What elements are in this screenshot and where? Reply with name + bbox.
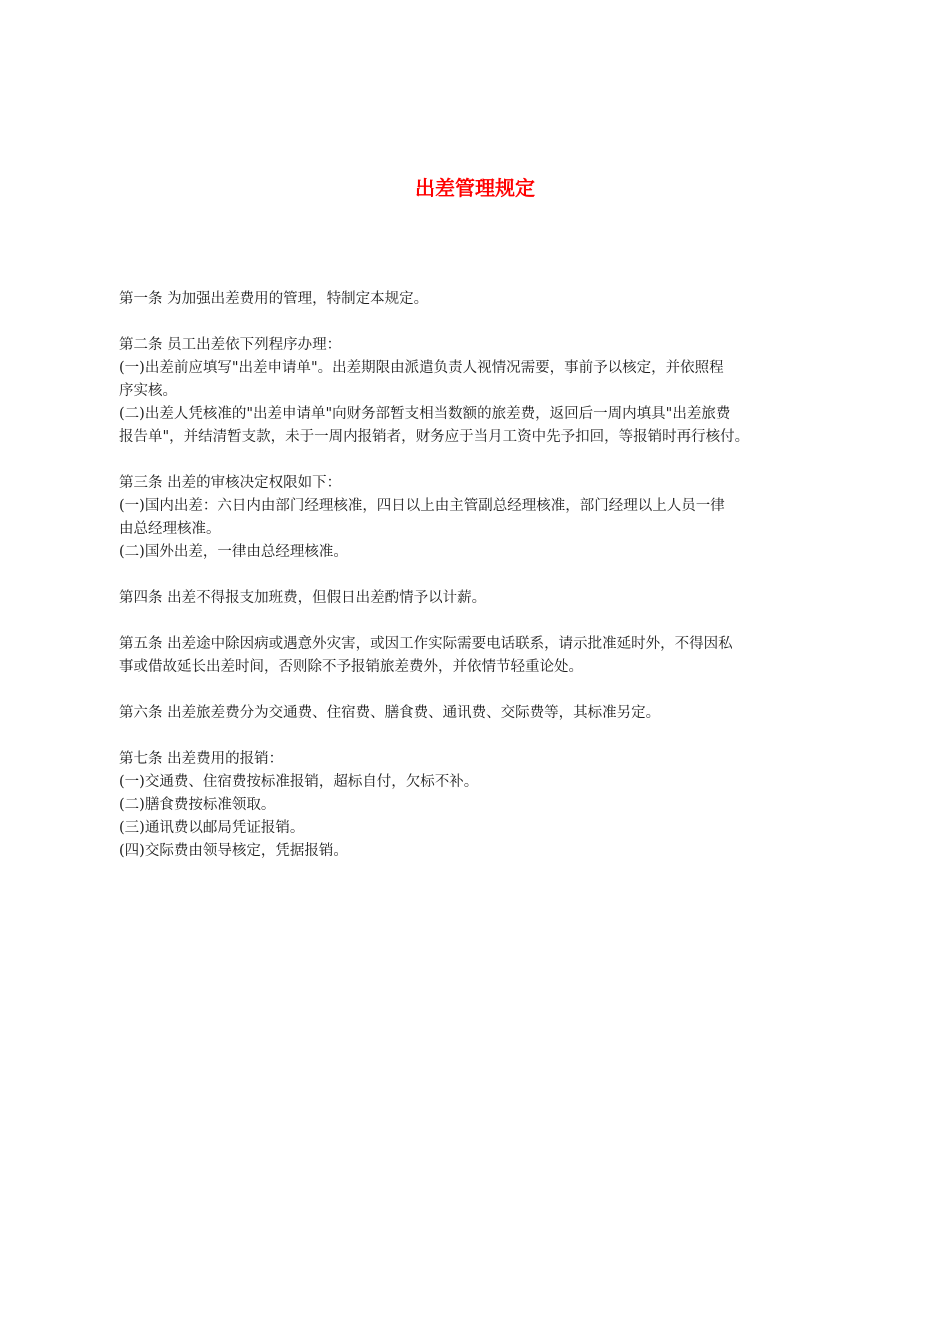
article-1 [119,288,859,311]
article-line: 报告单"，并结清暂支款，未于一周内报销者，财务应于当月工资中先予扣回，等报销时再行核付。 [119,429,750,445]
article-line: 第七条 出差费用的报销： [119,751,284,767]
article-line: 序实核。 [119,383,177,399]
article-line: 第六条 出差旅差费分为交通费、住宿费、膳食费、通讯费、交际费等，其标准另定。 [119,705,661,721]
article-line: 第一条 为加强出差费用的管理，特制定本规定。 [119,291,429,307]
article-line: (四)交际费由领导核定，凭据报销。 [119,843,348,859]
document-title: 出差管理规定 [415,176,535,200]
article-line: 第四条 出差不得报支加班费，但假日出差酌情予以计薪。 [119,590,487,606]
article-line: (一)交通费、住宿费按标准报销，超标自付，欠标不补。 [119,774,479,790]
article-6 [119,702,859,725]
article-line: 第二条 员工出差依下列程序办理： [119,337,342,353]
article-line: 由总经理核准。 [119,521,221,537]
article-line: (二)国外出差，一律由总经理核准。 [119,544,348,560]
article-line: 事或借故延长出差时间，否则除不予报销旅差费外，并依情节轻重论处。 [119,659,583,675]
document-body [119,288,859,886]
article-line: (一)出差前应填写"出差申请单"。出差期限由派遣负责人视情况需要，事前予以核定，并依照程 [119,360,724,376]
article-line: 第三条 出差的审核决定权限如下： [119,475,342,491]
article-line: 第五条 出差途中除因病或遇意外灾害，或因工作实际需要电话联系，请示批准延时外，不得因私 [119,636,733,652]
article-4 [119,587,859,610]
article-3 [119,472,859,564]
article-line: (二)膳食费按标准领取。 [119,797,276,813]
article-line: (二)出差人凭核准的"出差申请单"向财务部暂支相当数额的旅差费，返回后一周内填具"出差旅费 [119,406,731,422]
article-2 [119,334,859,449]
article-7 [119,748,859,863]
article-line: (一)国内出差：六日内由部门经理核准，四日以上由主管副总经理核准，部门经理以上人员一律 [119,498,725,514]
article-line: (三)通讯费以邮局凭证报销。 [119,820,305,836]
article-5 [119,633,859,679]
